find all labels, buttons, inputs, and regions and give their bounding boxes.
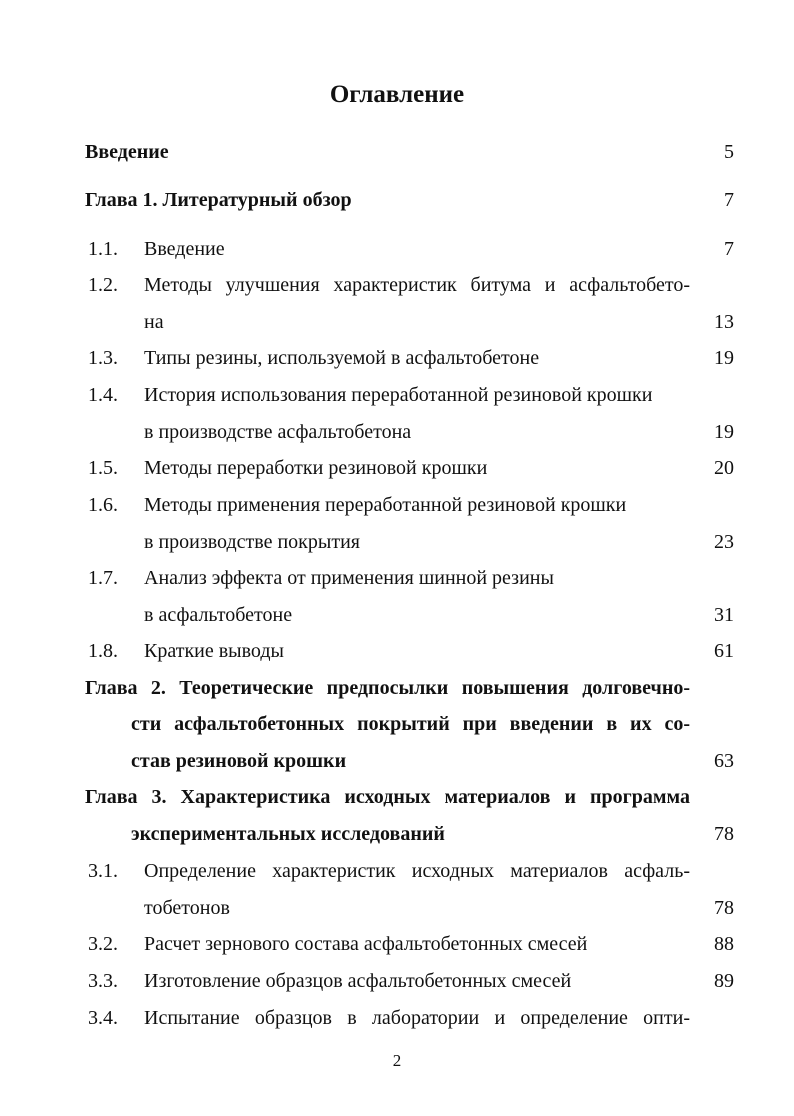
toc-1-6-line1: Методы применения переработанной резиновой крошки: [144, 494, 627, 516]
toc-3-1-line1: Определение характеристик исходных материалов асфаль-: [144, 860, 690, 882]
toc-1-8-label: Краткие выводы: [144, 640, 284, 662]
toc-1-2-line1: Методы улучшения характеристик битума и асфальтобето-: [144, 274, 690, 296]
toc-chapter-2-line1: Глава 2. Теоретические предпосылки повышения долговечно-: [85, 677, 690, 699]
toc-3-2-num: 3.2.: [88, 933, 118, 955]
toc-1-4-line1: История использования переработанной резиновой крошки: [144, 384, 653, 406]
toc-chapter-1-page: 7: [724, 189, 734, 211]
toc-3-4-line1: Испытание образцов в лаборатории и определение опти-: [144, 1007, 690, 1029]
toc-1-7-line1: Анализ эффекта от применения шинной резины: [144, 567, 554, 589]
toc-1-5-page: 20: [714, 457, 734, 479]
toc-1-5-label: Методы переработки резиновой крошки: [144, 457, 488, 479]
toc-1-5-num: 1.5.: [88, 457, 118, 479]
toc-chapter-2-page: 63: [714, 750, 734, 772]
toc-1-6-page: 23: [714, 531, 734, 553]
toc-1-4-page: 19: [714, 421, 734, 443]
toc-chapter-3-line2: экспериментальных исследований: [131, 823, 445, 845]
toc-3-3-label: Изготовление образцов асфальтобетонных смесей: [144, 970, 572, 992]
toc-3-3-num: 3.3.: [88, 970, 118, 992]
toc-1-2-num: 1.2.: [88, 274, 118, 296]
toc-1-6-num: 1.6.: [88, 494, 118, 516]
toc-1-4-num: 1.4.: [88, 384, 118, 406]
toc-1-2-line2: на: [144, 311, 164, 333]
toc-intro-page: 5: [724, 141, 734, 163]
toc-1-7-page: 31: [714, 604, 734, 626]
toc-chapter-1: Глава 1. Литературный обзор: [85, 189, 352, 211]
toc-3-1-line2: тобетонов: [144, 897, 230, 919]
toc-1-3-page: 19: [714, 347, 734, 369]
toc-chapter-3-line1: Глава 3. Характеристика исходных материалов и программа: [85, 786, 690, 808]
toc-3-1-page: 78: [714, 897, 734, 919]
toc-1-3-num: 1.3.: [88, 347, 118, 369]
toc-1-2-page: 13: [714, 311, 734, 333]
toc-1-4-line2: в производстве асфальтобетона: [144, 421, 412, 443]
toc-3-3-page: 89: [714, 970, 734, 992]
toc-chapter-2-line2: сти асфальтобетонных покрытий при введении в их со-: [131, 713, 690, 735]
toc-3-2-page: 88: [714, 933, 734, 955]
toc-1-6-line2: в производстве покрытия: [144, 531, 360, 553]
page-title: Оглавление: [329, 81, 465, 108]
toc-1-1-page: 7: [724, 238, 734, 260]
toc-intro: Введение: [85, 141, 169, 163]
toc-3-1-num: 3.1.: [88, 860, 118, 882]
toc-1-8-page: 61: [714, 640, 734, 662]
toc-1-7-num: 1.7.: [88, 567, 118, 589]
toc-chapter-2-line3: став резиновой крошки: [131, 750, 347, 772]
toc-3-2-label: Расчет зернового состава асфальтобетонных смесей: [144, 933, 588, 955]
page-number: 2: [392, 1051, 402, 1070]
toc-1-1-label: Введение: [144, 238, 225, 260]
toc-1-1-num: 1.1.: [88, 238, 118, 260]
toc-1-8-num: 1.8.: [88, 640, 118, 662]
toc-1-7-line2: в асфальтобетоне: [144, 604, 293, 626]
toc-chapter-3-page: 78: [714, 823, 734, 845]
toc-1-3-label: Типы резины, используемой в асфальтобетоне: [144, 347, 540, 369]
toc-3-4-num: 3.4.: [88, 1007, 118, 1029]
